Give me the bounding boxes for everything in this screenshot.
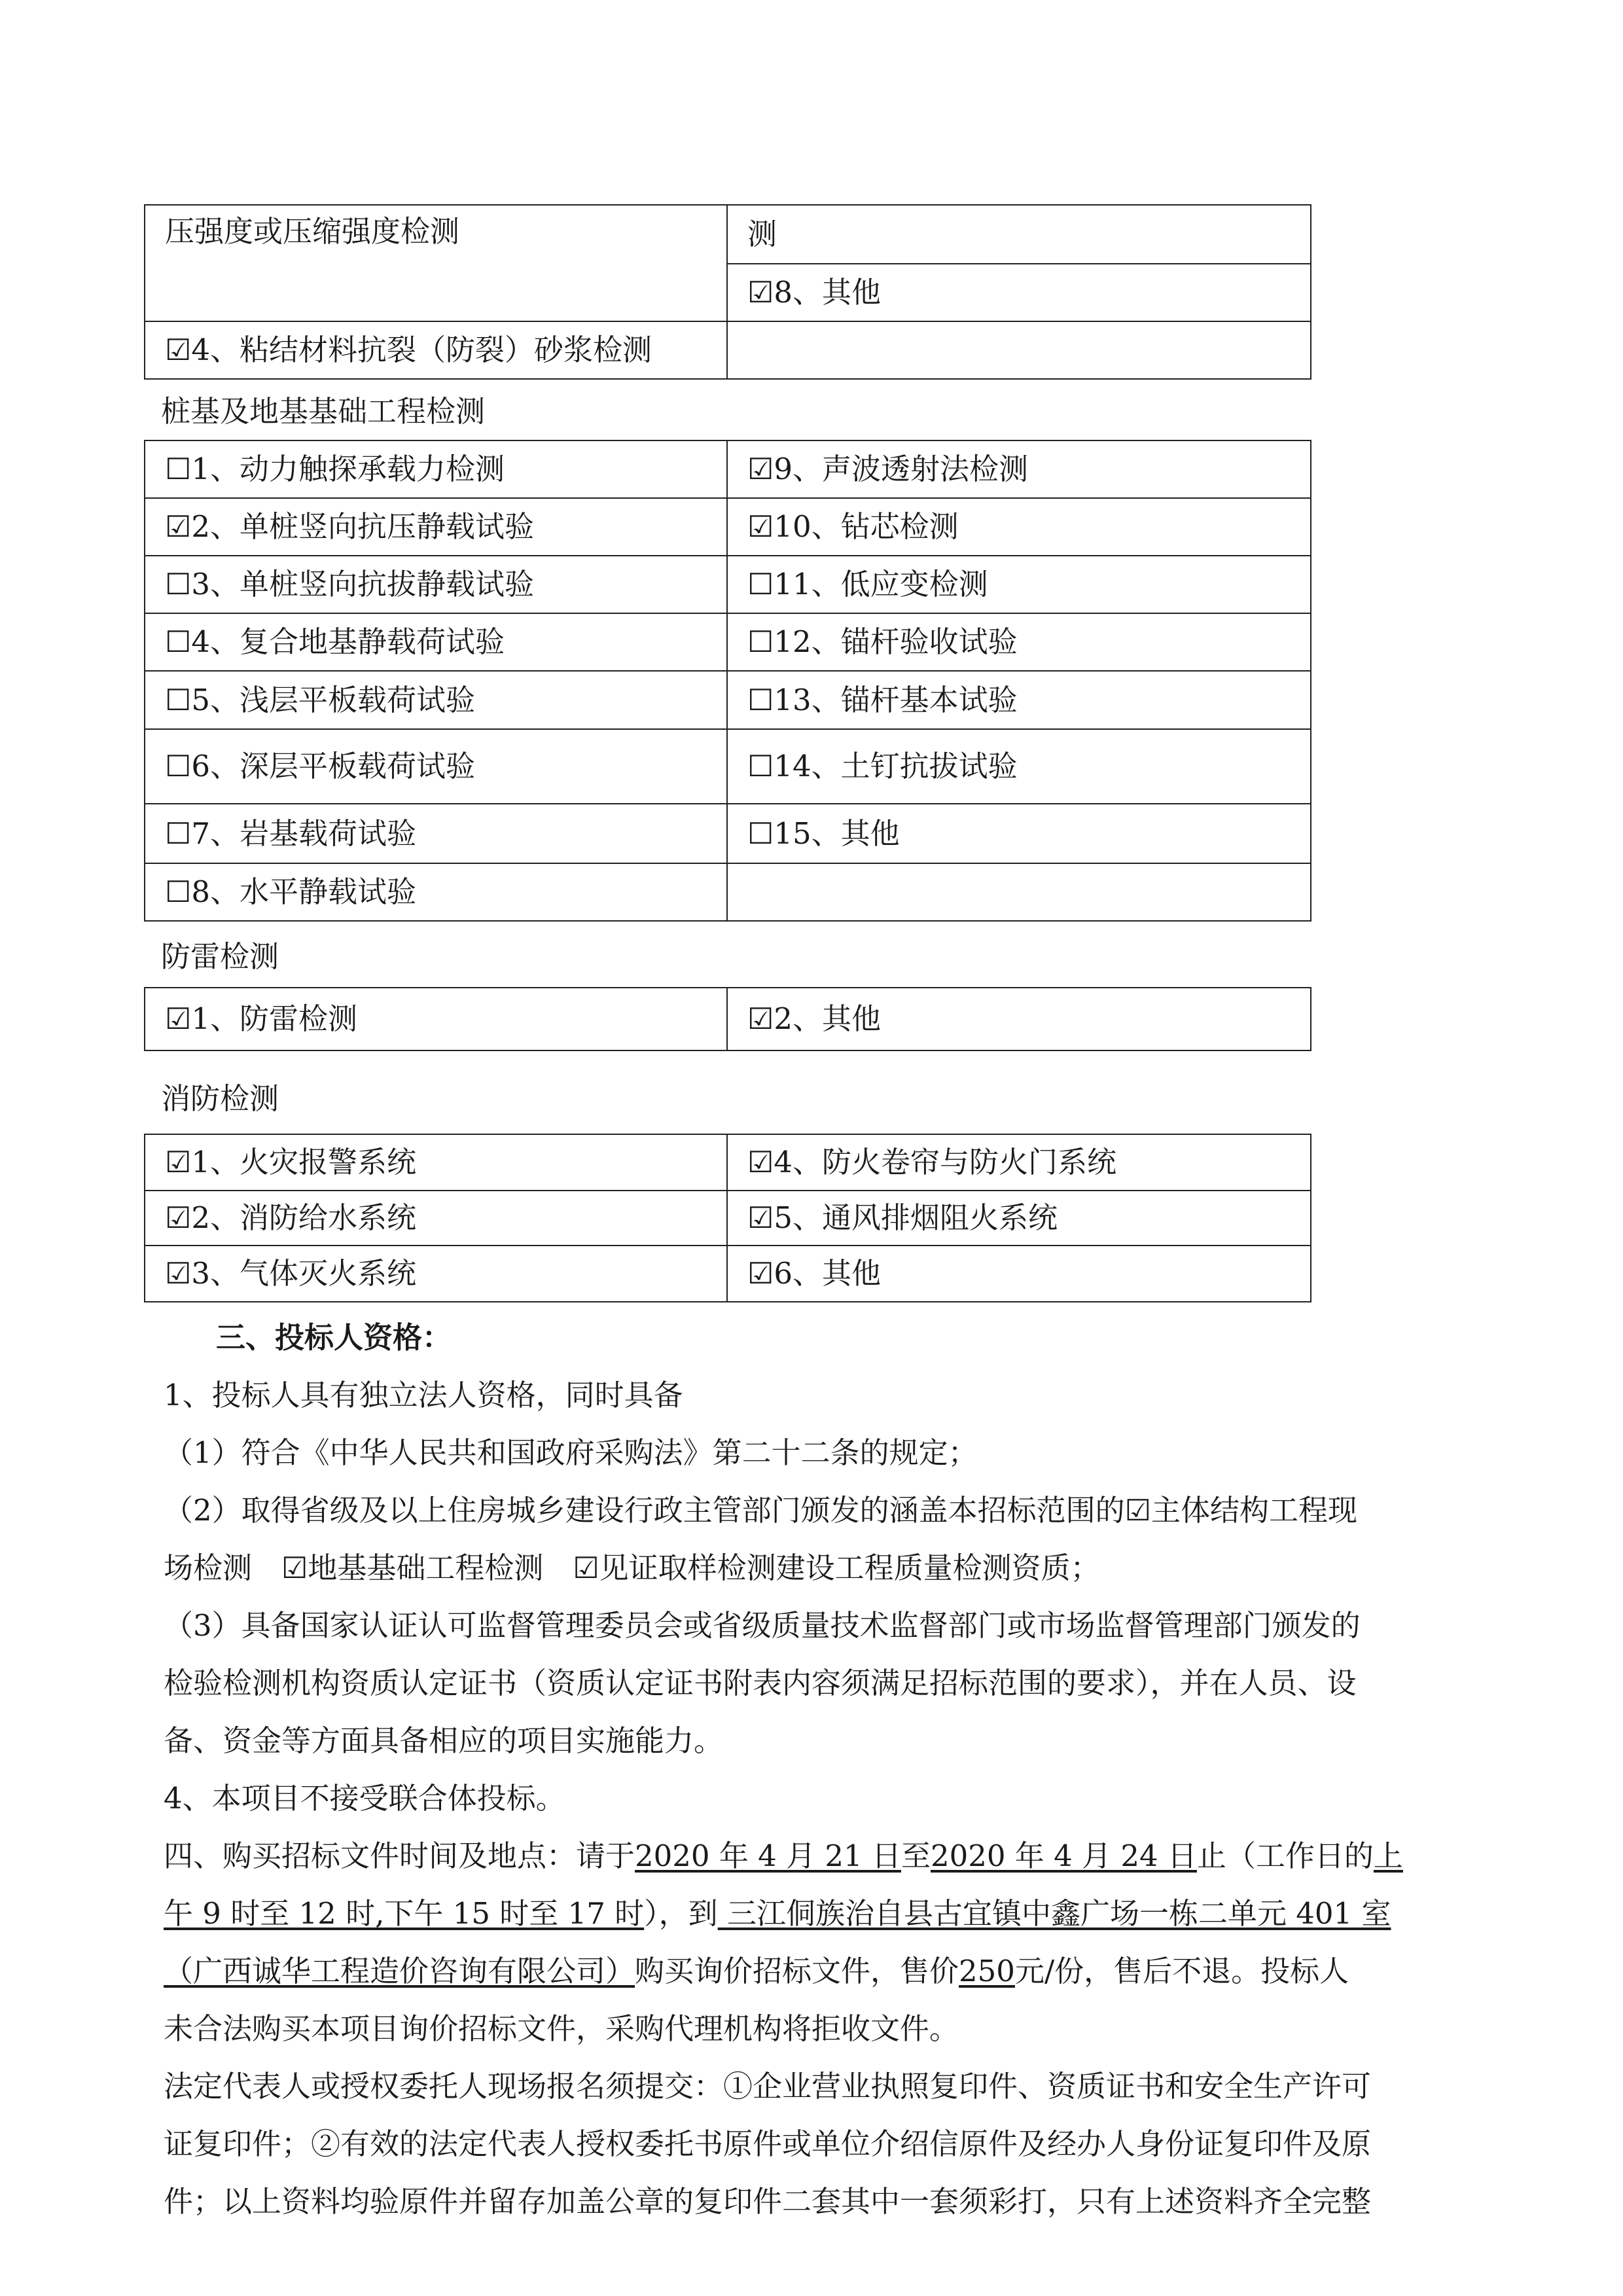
strength-test-table xyxy=(144,204,1311,380)
lightning-test-table xyxy=(144,987,1311,1051)
end-date: 2020 年 4 月 24 日 xyxy=(930,1839,1197,1873)
table-cell: ☐3、单桩竖向抗拔静载试验 xyxy=(145,556,727,613)
table-cell: ☑4、粘结材料抗裂（防裂）砂浆检测 xyxy=(145,321,727,379)
table-cell: ☑1、防雷检测 xyxy=(145,988,727,1050)
section-title-lightning: 防雷检测 xyxy=(161,939,279,974)
table-cell: ☑6、其他 xyxy=(727,1246,1311,1302)
paragraph: 未合法购买本项目询价招标文件，采购代理机构将拒收文件。 xyxy=(164,2011,959,2046)
section-title-pile: 桩基及地基基础工程检测 xyxy=(161,394,486,429)
text-span: ），到 xyxy=(644,1896,718,1931)
section-heading: 三、投标人资格： xyxy=(216,1320,452,1355)
text-span: 四、购买招标文件时间及地点：请于 xyxy=(164,1839,635,1873)
price: 250 xyxy=(959,1954,1015,1988)
table-cell: ☑3、气体灭火系统 xyxy=(145,1246,727,1302)
section-title-fire: 消防检测 xyxy=(161,1081,279,1116)
text-span: 购买询价招标文件，售价 xyxy=(635,1954,959,1988)
pile-test-table xyxy=(144,440,1311,922)
table-cell: ☐4、复合地基静载荷试验 xyxy=(145,613,727,671)
table-cell: ☐7、岩基载荷试验 xyxy=(145,804,727,863)
table-cell: ☑8、其他 xyxy=(727,264,1311,321)
fire-test-table xyxy=(144,1134,1311,1302)
paragraph: 4、本项目不接受联合体投标。 xyxy=(164,1781,565,1816)
table-cell: ☐5、浅层平板载荷试验 xyxy=(145,671,727,729)
table-cell: ☑1、火灾报警系统 xyxy=(145,1134,727,1191)
table-cell: 压强度或压缩强度检测 xyxy=(145,205,727,321)
text-span: 上 xyxy=(1373,1839,1403,1873)
table-cell: ☐11、低应变检测 xyxy=(727,556,1311,613)
paragraph: 检验检测机构资质认定证书（资质认定证书附表内容须满足招标范围的要求），并在人员、设 xyxy=(164,1666,1357,1700)
paragraph: （2）取得省级及以上住房城乡建设行政主管部门颁发的涵盖本招标范围的☑主体结构工程现 xyxy=(164,1493,1357,1528)
purchase-address: 三江侗族治自县古宜镇中鑫广场一栋二单元 401 室 xyxy=(717,1896,1391,1931)
table-cell xyxy=(727,321,1311,379)
table-cell: ☑10、钻芯检测 xyxy=(727,498,1311,556)
table-cell: ☐15、其他 xyxy=(727,804,1311,863)
text-span: 元/份，售后不退。投标人 xyxy=(1014,1954,1349,1988)
text-span: 至 xyxy=(901,1839,931,1873)
paragraph: 证复印件；②有效的法定代表人授权委托书原件或单位介绍信原件及经办人身份证复印件及原 xyxy=(164,2126,1372,2161)
table-cell: ☑4、防火卷帘与防火门系统 xyxy=(727,1134,1311,1191)
table-cell: ☑9、声波透射法检测 xyxy=(727,440,1311,498)
table-cell: 测 xyxy=(727,205,1311,264)
table-cell: ☑2、消防给水系统 xyxy=(145,1191,727,1246)
table-cell: ☑5、通风排烟阻火系统 xyxy=(727,1191,1311,1246)
paragraph: 1、投标人具有独立法人资格，同时具备 xyxy=(164,1378,683,1412)
table-cell: ☑2、单桩竖向抗压静载试验 xyxy=(145,498,727,556)
table-cell: ☐13、锚杆基本试验 xyxy=(727,671,1311,729)
table-cell: ☐1、动力触探承载力检测 xyxy=(145,440,727,498)
qualification-section xyxy=(164,1309,1403,2231)
purchase-line xyxy=(164,1943,1349,2000)
table-cell: ☐12、锚杆验收试验 xyxy=(727,613,1311,671)
table-cell: ☑2、其他 xyxy=(727,988,1311,1050)
paragraph: （3）具备国家认证认可监督管理委员会或省级质量技术监督部门或市场监督管理部门颁发的 xyxy=(164,1608,1361,1643)
paragraph: 法定代表人或授权委托人现场报名须提交：①企业营业执照复印件、资质证书和安全生产许可 xyxy=(164,2069,1372,2104)
paragraph: 场检测 ☑地基基础工程检测 ☑见证取样检测建设工程质量检测资质； xyxy=(164,1551,1100,1585)
start-date: 2020 年 4 月 21 日 xyxy=(635,1839,901,1873)
table-cell: ☐6、深层平板载荷试验 xyxy=(145,729,727,804)
purchase-line xyxy=(164,1827,1403,1885)
paragraph: （1）符合《中华人民共和国政府采购法》第二十二条的规定； xyxy=(164,1435,978,1470)
table-cell: ☐8、水平静载试验 xyxy=(145,863,727,921)
agency-name: （广西诚华工程造价咨询有限公司） xyxy=(164,1954,635,1988)
purchase-line xyxy=(164,1885,1391,1943)
working-hours: 午 9 时至 12 时,下午 15 时至 17 时 xyxy=(164,1896,645,1931)
paragraph: 件；以上资料均验原件并留存加盖公章的复印件二套其中一套须彩打，只有上述资料齐全完整 xyxy=(164,2184,1372,2219)
table-cell xyxy=(727,863,1311,921)
text-span: 止（工作日的 xyxy=(1196,1839,1374,1873)
table-cell: ☐14、土钉抗拔试验 xyxy=(727,729,1311,804)
paragraph: 备、资金等方面具备相应的项目实施能力。 xyxy=(164,1723,724,1758)
